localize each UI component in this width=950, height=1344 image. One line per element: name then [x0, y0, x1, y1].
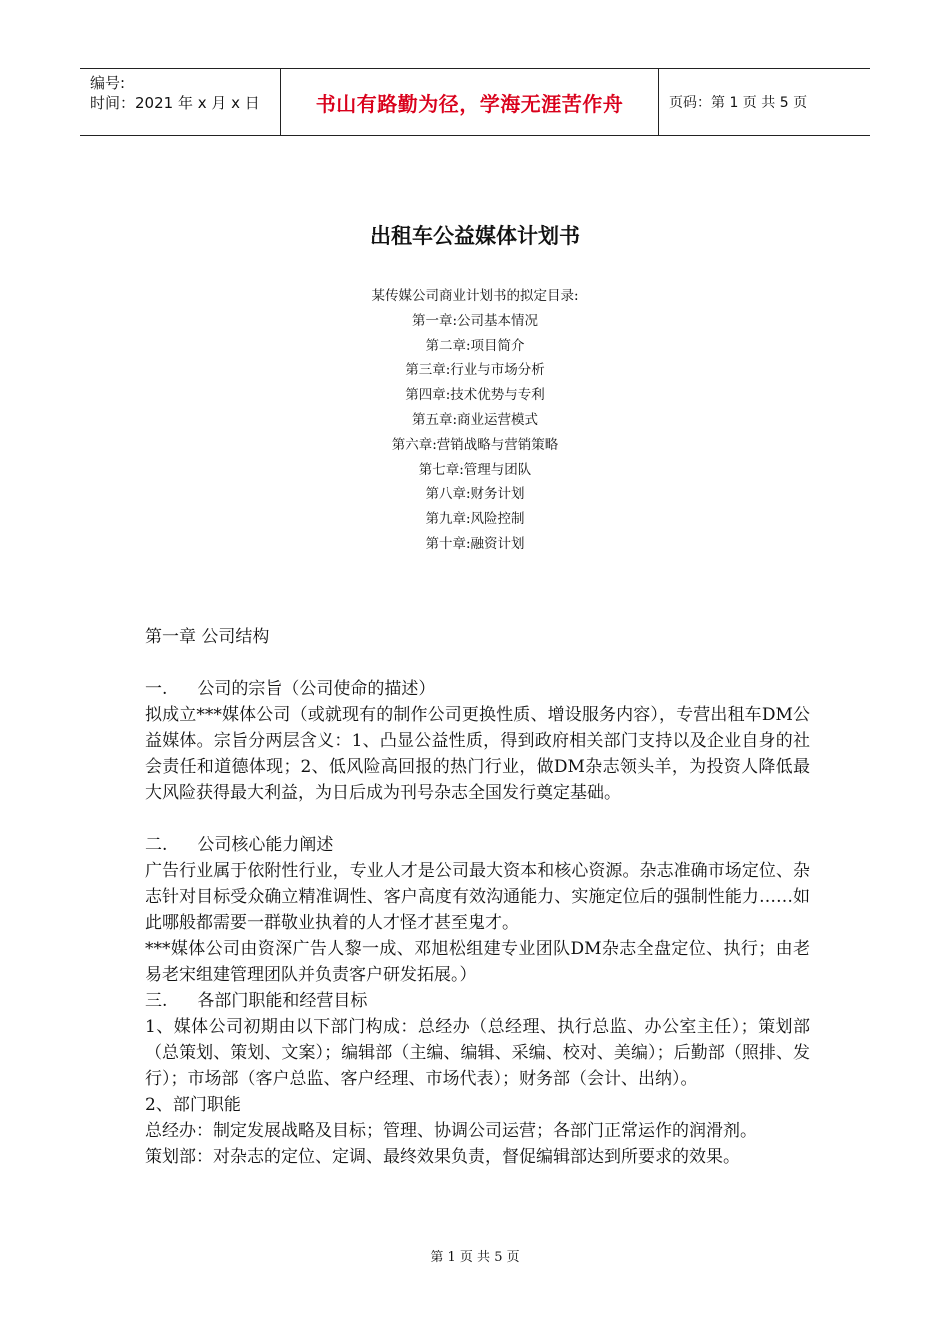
toc-item: 第一章:公司基本情况	[411, 312, 539, 329]
section-2-text-1: 广告行业属于依附性行业，专业人才是公司最大资本和核心资源。杂志准确市场定位、杂志针对目标受众确立精准调性、客户高度有效沟通能力、实施定位后的强制性能力……如此哪般都需要一群敬业执着的人才怪才甚至鬼才。	[145, 861, 810, 933]
time-label: 时间：2021 年 x 月 x 日	[90, 94, 260, 112]
toc-item: 第八章:财务计划	[425, 486, 525, 503]
toc-item: 第四章:技术优势与专利	[405, 387, 545, 404]
toc-item: 第三章:行业与市场分析	[405, 362, 545, 379]
toc-item: 第九章:风险控制	[425, 511, 525, 528]
section-2-heading	[145, 832, 810, 858]
section-3-title: 各部门职能和经营目标	[197, 991, 368, 1011]
section-1-number: 一.	[145, 679, 168, 699]
toc-item: 第五章:商业运营模式	[411, 411, 539, 428]
toc-item: 第七章:管理与团队	[418, 461, 532, 478]
section-1-text: 拟成立***媒体公司（或就现有的制作公司更换性质、增设服务内容），专营出租车DM公益媒体。宗旨分两层含义：1、凸显公益性质，得到政府相关部门支持以及企业自身的社会责任和道德体现；2、低风险高回报的热门行业，做DM杂志领头羊，为投资人降低最大风险获得最大利益，为日后成为刊号杂志全国发行奠定基础。	[145, 705, 810, 803]
toc-item: 第六章:营销战略与营销策略	[391, 436, 559, 453]
document-header	[80, 68, 870, 136]
header-motto: 书山有路勤为径，学海无涯苦作舟	[280, 69, 659, 135]
chapter-heading: 第一章 公司结构	[145, 627, 270, 647]
section-1-heading	[145, 676, 810, 702]
section-3-heading	[145, 988, 810, 1014]
section-3-number: 三.	[145, 991, 168, 1011]
section-2-number: 二.	[145, 835, 168, 855]
document-body	[145, 624, 810, 1170]
page-footer: 第 1 页 共 5 页	[430, 1250, 520, 1265]
section-3-text-2: 2、部门职能	[145, 1095, 241, 1115]
toc-item: 第十章:融资计划	[425, 535, 525, 552]
toc-item: 第二章:项目简介	[425, 337, 525, 354]
section-1-title: 公司的宗旨（公司使命的描述）	[197, 679, 436, 699]
number-label: 编号:	[90, 74, 126, 92]
table-of-contents	[0, 284, 950, 557]
document-title: 出租车公益媒体计划书	[370, 224, 580, 248]
section-2-title: 公司核心能力阐述	[197, 835, 334, 855]
section-3-text-4: 策划部：对杂志的定位、定调、最终效果负责，督促编辑部达到所要求的效果。	[145, 1147, 740, 1167]
header-page-info: 页码：第 1 页 共 5 页	[669, 95, 808, 111]
header-meta	[80, 69, 280, 135]
section-2-text-2: ***媒体公司由资深广告人黎一成、邓旭松组建专业团队DM杂志全盘定位、执行；由老易老宋组建管理团队并负责客户研发拓展。）	[145, 939, 810, 985]
toc-intro: 某传媒公司商业计划书的拟定目录:	[371, 288, 579, 304]
section-3-text-3: 总经办：制定发展战略及目标；管理、协调公司运营；各部门正常运作的润滑剂。	[145, 1121, 757, 1141]
section-3-text-1: 1、媒体公司初期由以下部门构成：总经办（总经理、执行总监、办公室主任）；策划部（总策划、策划、文案）；编辑部（主编、编辑、采编、校对、美编）；后勤部（照排、发行）；市场部（客户总监、客户经理、市场代表）；财务部（会计、出纳）。	[145, 1017, 810, 1089]
